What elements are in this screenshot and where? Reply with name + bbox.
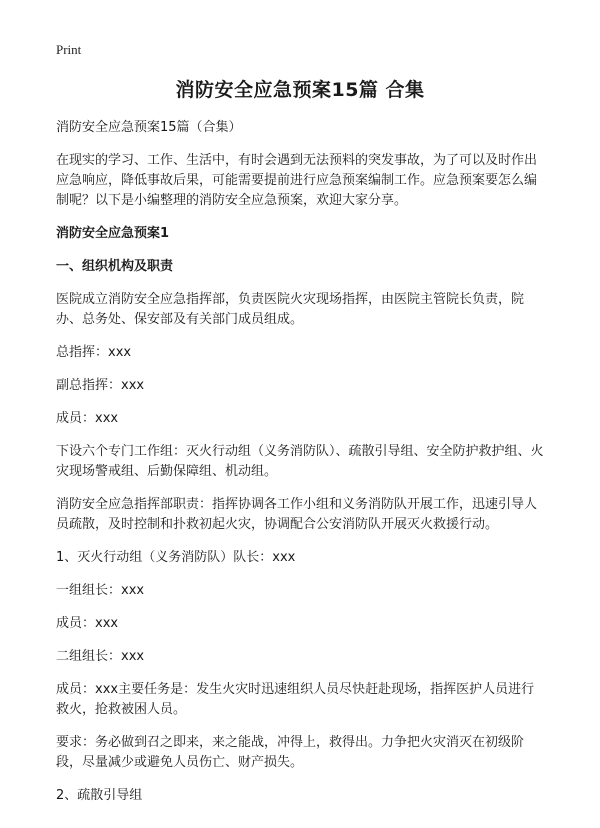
requirements-paragraph: 要求：务必做到召之即来，来之能战，冲得上，救得出。力争把火灾消灭在初级阶段，尽量减少或避免人员伤亡、财产损失。: [56, 735, 525, 770]
group2-tasks-paragraph: 成员：xxx主要任务是：发生火灾时迅速组织人员尽快赶赴现场，指挥医护人员进行救火，抢救被困人员。: [56, 682, 535, 717]
document-body: [56, 118, 544, 806]
commander-line: 总指挥：xxx: [56, 345, 132, 360]
org-paragraph: 医院成立消防安全应急指挥部，负责医院火灾现场指挥，由医院主管院长负责，院办、总务处、保安部及有关部门成员组成。: [56, 292, 525, 327]
firefight-group-line: 1、灭火行动组（义务消防队）队长：xxx: [56, 550, 296, 565]
subsection-title: 一、组织机构及职责: [56, 259, 174, 274]
group1-leader-line: 一组组长：xxx: [56, 583, 145, 598]
document-title: 消防安全应急预案15篇 合集: [175, 79, 425, 101]
print-label: Print: [56, 42, 82, 57]
members-line: 成员：xxx: [56, 411, 119, 426]
subtitle-line: 消防安全应急预案15篇（合集）: [56, 120, 242, 135]
workgroups-paragraph: 下设六个专门工作组：灭火行动组（义务消防队）、疏散引导组、安全防护救护组、火灾现场警戒组、后勤保障组、机动组。: [56, 444, 544, 479]
evacuation-group-line: 2、疏散引导组: [56, 788, 143, 803]
group1-members-line: 成员：xxx: [56, 616, 119, 631]
group2-leader-line: 二组组长：xxx: [56, 649, 145, 664]
deputy-commander-line: 副总指挥：xxx: [56, 378, 145, 393]
section-title: 消防安全应急预案1: [56, 226, 170, 241]
intro-paragraph: 在现实的学习、工作、生活中，有时会遇到无法预料的突发事故，为了可以及时作出应急响应，降低事故后果，可能需要提前进行应急预案编制工作。应急预案要怎么编制呢？以下是小编整理的消防安全应急预案，欢迎大家分享。: [56, 153, 538, 208]
duties-paragraph: 消防安全应急指挥部职责：指挥协调各工作小组和义务消防队开展工作，迅速引导人员疏散，及时控制和扑救初起火灾，协调配合公安消防队开展灭火救援行动。: [56, 497, 538, 532]
